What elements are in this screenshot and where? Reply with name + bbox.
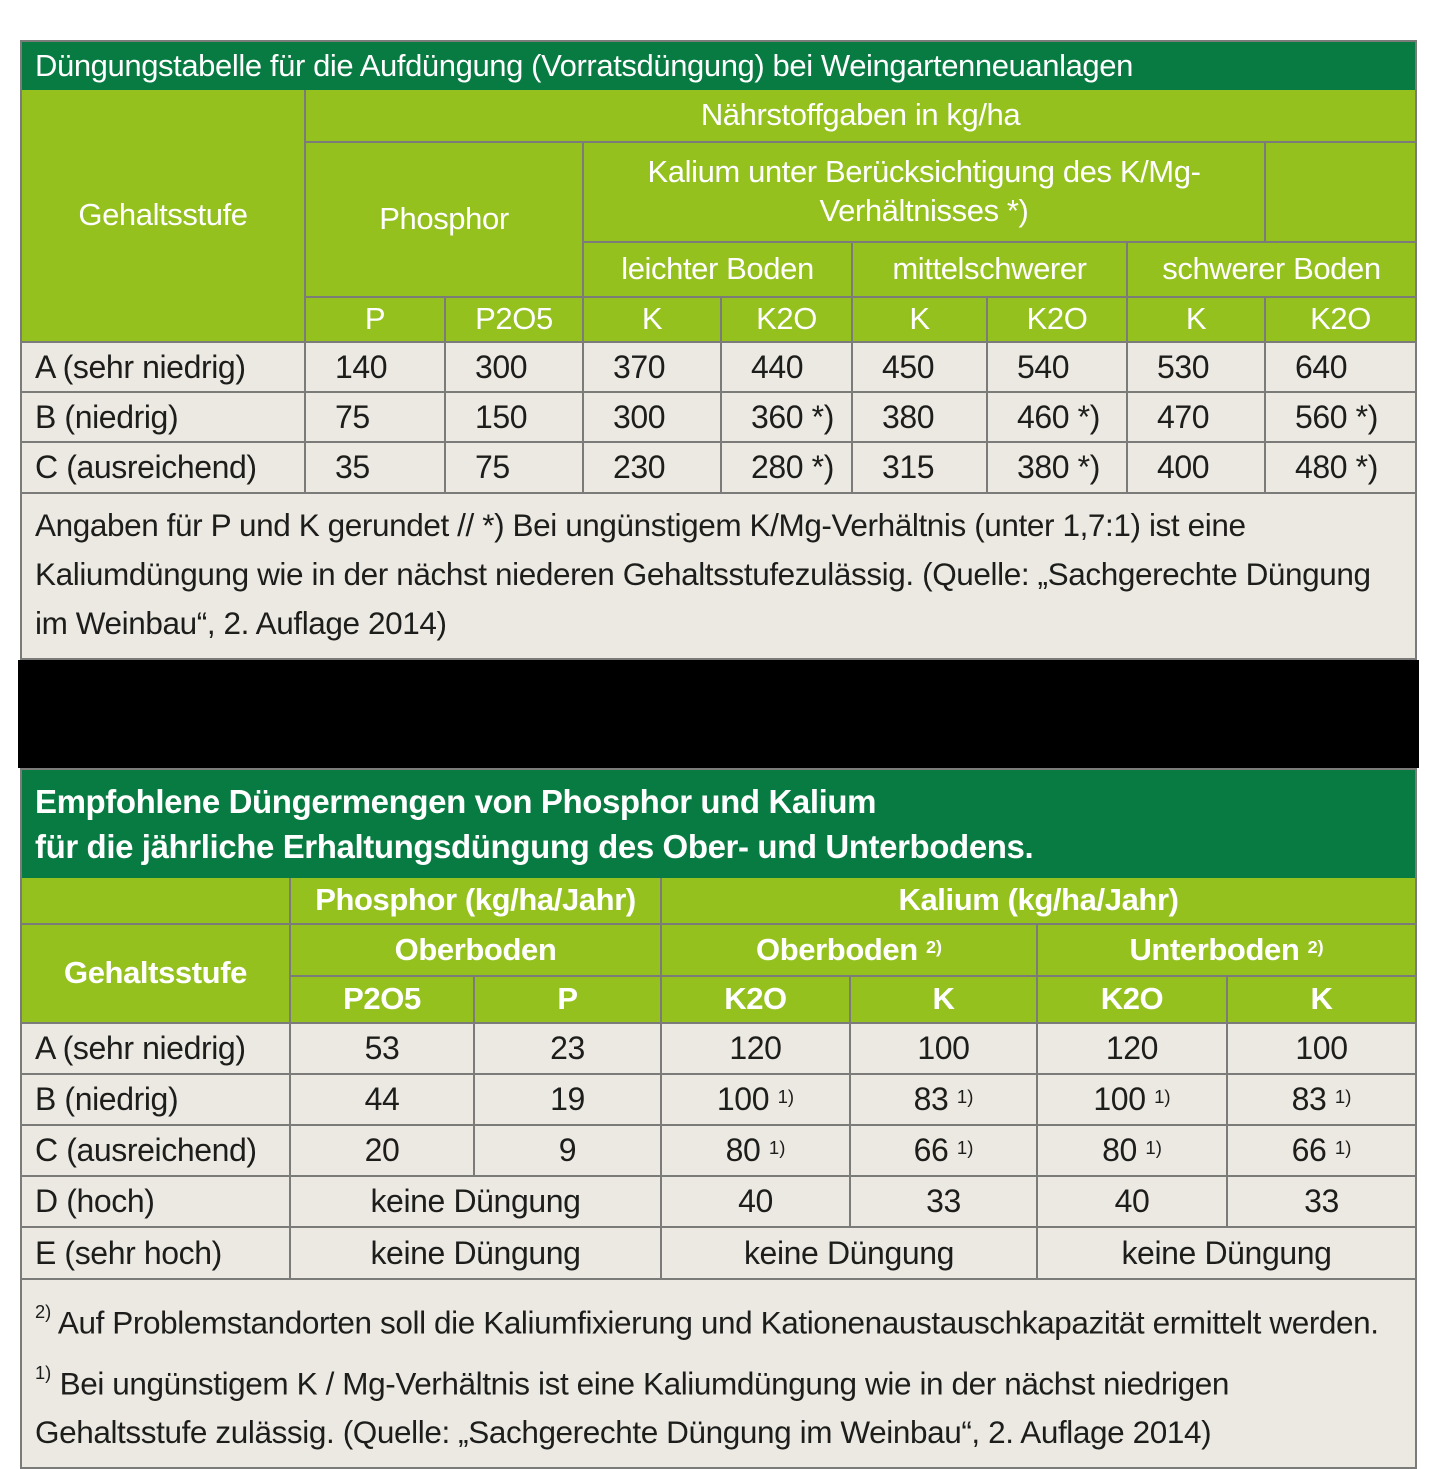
table-cell: 470: [1127, 392, 1265, 442]
table-cell: 140: [305, 342, 445, 392]
table-cell: 66 $^{1)}$: [1227, 1125, 1415, 1176]
table1-title: [22, 42, 1415, 90]
table-cell: 120: [661, 1023, 850, 1074]
table-cell-keine-duengung: keine Düngung: [290, 1227, 661, 1278]
table-row: [22, 1074, 1415, 1125]
table1-section: [20, 40, 1417, 660]
subheader-k1: K: [850, 976, 1037, 1023]
row-label: A (sehr niedrig): [22, 342, 305, 392]
table2-section: [20, 768, 1417, 1469]
header-unterboden-k: Unterboden $^{2)}$: [1037, 924, 1415, 976]
row-label: C (ausreichend): [22, 1125, 290, 1176]
header-phosphor-jahr: Phosphor (kg/ha/Jahr): [290, 878, 661, 924]
table-cell: 315: [852, 442, 987, 492]
table-cell: 530: [1127, 342, 1265, 392]
table-cell: 400: [1127, 442, 1265, 492]
table2-title: [22, 770, 1415, 878]
table-cell: 560 *): [1265, 392, 1415, 442]
subheader-k2o1: K2O: [721, 297, 852, 342]
table-cell: 540: [987, 342, 1127, 392]
table-cell: 370: [583, 342, 721, 392]
header-gehaltsstufe: Gehaltsstufe: [22, 924, 290, 1023]
subheader-k2o1: K2O: [661, 976, 850, 1023]
table-cell: 380 *): [987, 442, 1127, 492]
table-cell: 40: [1037, 1176, 1227, 1227]
table-cell: 75: [305, 392, 445, 442]
table-cell: 280 *): [721, 442, 852, 492]
row-label: B (niedrig): [22, 392, 305, 442]
table-cell: 19: [474, 1074, 661, 1125]
table-cell: 40: [661, 1176, 850, 1227]
table-cell: 66 $^{1)}$: [850, 1125, 1037, 1176]
table-cell: 460 *): [987, 392, 1127, 442]
header-empty-cell: [22, 878, 290, 924]
table-cell: 33: [850, 1176, 1037, 1227]
table-cell: 83 $^{1)}$: [1227, 1074, 1415, 1125]
subheader-k1: K: [583, 297, 721, 342]
row-label: D (hoch): [22, 1176, 290, 1227]
footnote-seg-b: Bei ungünstigem K / Mg-Verhältnis ist eine Kaliumdüngung wie in der nächst niedrigen Gehaltsstufe zulässig. (Quelle: „Sachgerechte Düngung im Weinbau“, 2. Auflage 2014): [35, 1365, 1229, 1451]
table-cell: 100 $^{1)}$: [661, 1074, 850, 1125]
subheader-p: P: [474, 976, 661, 1023]
table-row: [22, 1125, 1415, 1176]
table-cell: 360 *): [721, 392, 852, 442]
header-phosphor: Phosphor: [305, 142, 583, 297]
table-cell: 100: [850, 1023, 1037, 1074]
header-schwerer-boden: schwerer Boden: [1127, 242, 1415, 297]
table-row: [22, 1176, 1415, 1227]
table1-footnote-text: Angaben für P und K gerundet // *) Bei ungünstigem K/Mg-Verhältnis (unter 1,7:1) ist eine Kaliumdüngung wie in der nächst niederen Gehaltsstufezulässig. (Quelle: „Sachgerechte Düngung im Weinbau“, 2. Auflage 2014): [35, 507, 1371, 641]
table-cell: 20: [290, 1125, 474, 1176]
table-row: [22, 392, 1415, 442]
table-cell: 35: [305, 442, 445, 492]
header-leichter-boden: leichter Boden: [583, 242, 852, 297]
table-cell: 100: [1227, 1023, 1415, 1074]
row-label: B (niedrig): [22, 1074, 290, 1125]
header-oberboden-p: Oberboden: [290, 924, 661, 976]
footnote-sup-2: 2): [35, 1301, 52, 1322]
table-cell-keine-duengung: keine Düngung: [290, 1176, 661, 1227]
subheader-k2o2: K2O: [1037, 976, 1227, 1023]
table1-footnote: [22, 492, 1415, 658]
subheader-p2o5: P2O5: [290, 976, 474, 1023]
table2: [22, 878, 1415, 1278]
subheader-k2o2: K2O: [987, 297, 1127, 342]
table-cell-keine-duengung: keine Düngung: [661, 1227, 1037, 1278]
subheader-k2: K: [1227, 976, 1415, 1023]
subheader-k2: K: [852, 297, 987, 342]
separator-bar: [18, 660, 1419, 768]
row-label: A (sehr niedrig): [22, 1023, 290, 1074]
footnote-sup-1: 1): [35, 1361, 52, 1383]
table-cell: 23: [474, 1023, 661, 1074]
table1-title-text: Düngungstabelle für die Aufdüngung (Vorratsdüngung) bei Weingartenneuanlagen: [35, 48, 1133, 83]
table-cell: 300: [445, 342, 583, 392]
table-cell: 83 $^{1)}$: [850, 1074, 1037, 1125]
table-cell: 120: [1037, 1023, 1227, 1074]
row-label: E (sehr hoch): [22, 1227, 290, 1278]
header-kalium-jahr: Kalium (kg/ha/Jahr): [661, 878, 1415, 924]
table-cell: 440: [721, 342, 852, 392]
table2-title-line2: für die jährliche Erhaltungsdüngung des Ober- und Unterbodens.: [35, 828, 1034, 865]
table-cell: 100 $^{1)}$: [1037, 1074, 1227, 1125]
table2-footnote: [22, 1278, 1415, 1467]
table-cell: 230: [583, 442, 721, 492]
table-row: [22, 342, 1415, 392]
header-naehrstoffgaben: Nährstoffgaben in kg/ha: [305, 90, 1415, 142]
table-cell: 9: [474, 1125, 661, 1176]
subheader-k3: K: [1127, 297, 1265, 342]
table-cell: 80 $^{1)}$: [661, 1125, 850, 1176]
table-cell: 53: [290, 1023, 474, 1074]
table-cell: 300: [583, 392, 721, 442]
table-cell: 80 $^{1)}$: [1037, 1125, 1227, 1176]
table-cell: 380: [852, 392, 987, 442]
table-row: [22, 1227, 1415, 1278]
table-cell: 640: [1265, 342, 1415, 392]
table-cell: 480 *): [1265, 442, 1415, 492]
header-kalium: Kalium unter Berücksichtigung des K/Mg-Verhältnisses *): [583, 142, 1265, 242]
table-cell-keine-duengung: keine Düngung: [1037, 1227, 1415, 1278]
footnote-seg-a: Auf Problemstandorten soll die Kaliumfixierung und Kationenaustauschkapazität ermittelt werden.: [51, 1304, 1379, 1341]
table-cell: 33: [1227, 1176, 1415, 1227]
table-row: [22, 1023, 1415, 1074]
table-cell: 75: [445, 442, 583, 492]
table-row: [22, 442, 1415, 492]
subheader-p2o5: P2O5: [445, 297, 583, 342]
table-cell: 450: [852, 342, 987, 392]
header-empty-cell: [1265, 142, 1415, 242]
header-gehaltsstufe: Gehaltsstufe: [22, 90, 305, 342]
table2-title-line1: Empfohlene Düngermengen von Phosphor und Kalium: [35, 783, 877, 820]
row-label: C (ausreichend): [22, 442, 305, 492]
header-mittelschwerer: mittelschwerer: [852, 242, 1127, 297]
table-cell: 150: [445, 392, 583, 442]
table1: [22, 90, 1415, 492]
subheader-k2o3: K2O: [1265, 297, 1415, 342]
subheader-p: P: [305, 297, 445, 342]
table-cell: 44: [290, 1074, 474, 1125]
header-oberboden-k: Oberboden $^{2)}$: [661, 924, 1037, 976]
